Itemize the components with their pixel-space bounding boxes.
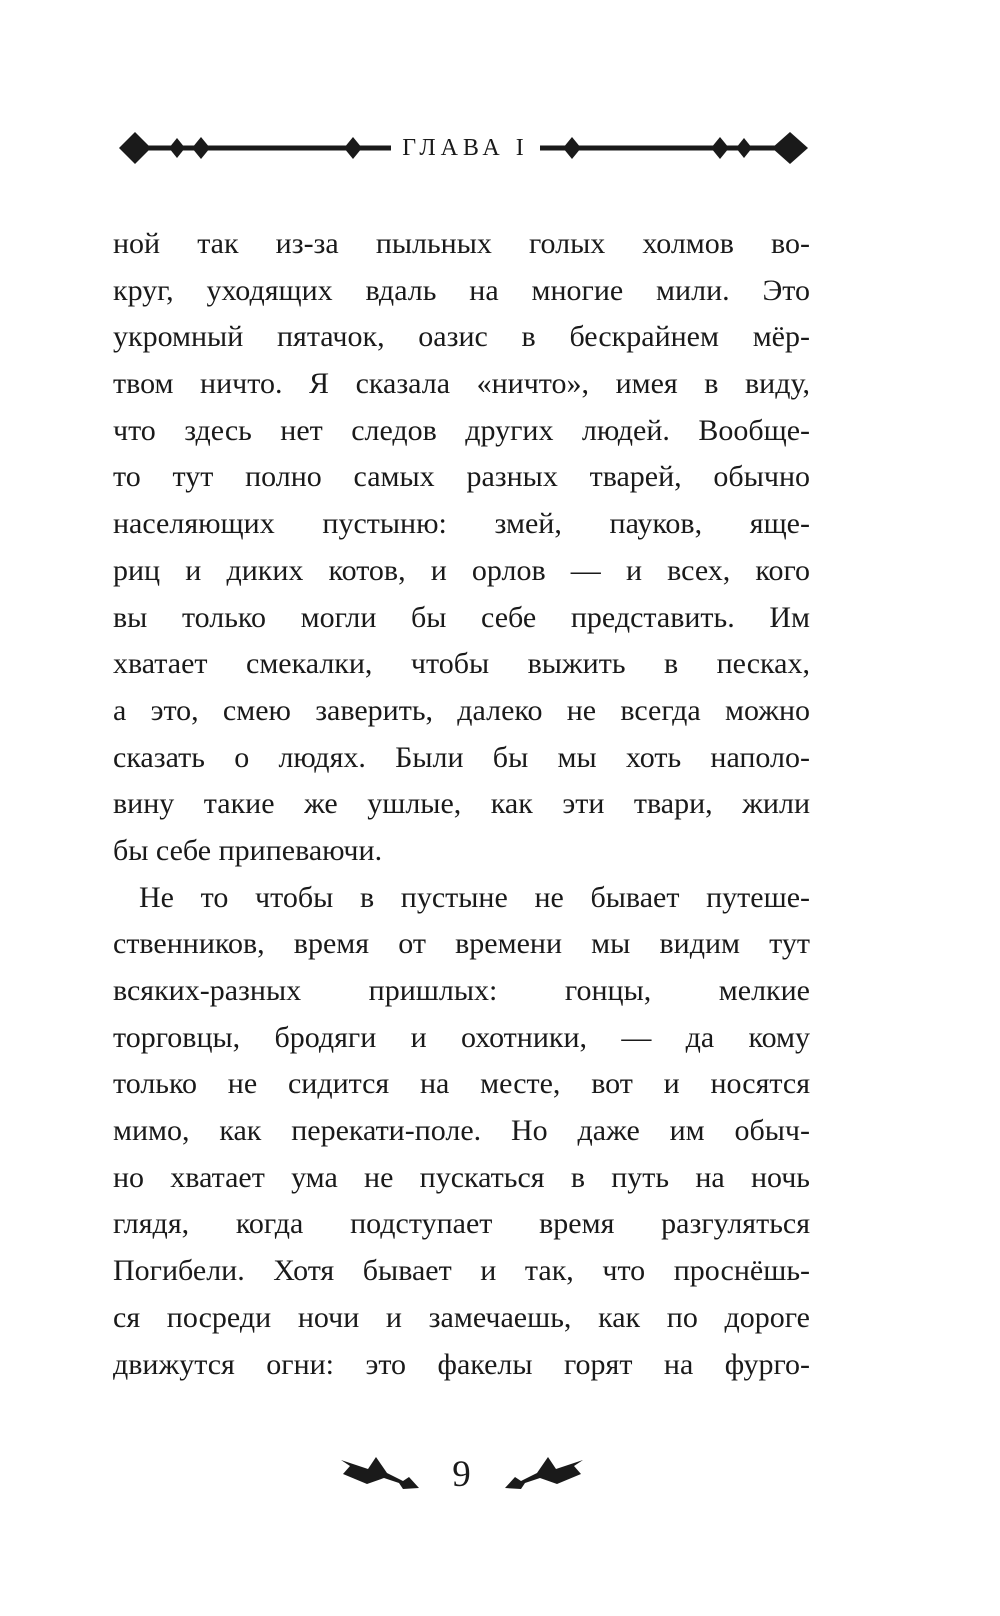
- text-line: хватает смекалки, чтобы выжить в песках,: [113, 647, 810, 681]
- text-line: всяких-разных пришлых: гонцы, мелкие: [113, 974, 810, 1007]
- chapter-title: ГЛАВА I: [402, 134, 529, 161]
- text-line: но хватает ума не пускаться в путь на ночь: [113, 1160, 810, 1194]
- text-line: движутся огни: это факелы горят на фурго-: [113, 1347, 810, 1381]
- diamond-rule-left-icon: [113, 130, 391, 166]
- page-footer: [113, 1452, 810, 1496]
- text-line: ся посреди ночи и замечаешь, как по дороге: [113, 1300, 810, 1334]
- text-line: сказать о людях. Были бы мы хоть наполо-: [113, 740, 810, 774]
- page-number: 9: [452, 1453, 471, 1495]
- diamond-rule-right-icon: [540, 130, 810, 166]
- text-line: риц и диких котов, и орлов — и всех, кого: [113, 553, 810, 587]
- text-line: а это, смею заверить, далеко не всегда можно: [113, 693, 810, 727]
- text-line: то тут полно самых разных тварей, обычно: [113, 460, 810, 494]
- text-line: только не сидится на месте, вот и носятся: [113, 1067, 810, 1101]
- text-line: ственников, время от времени мы видим тут: [113, 927, 810, 961]
- text-line: Погибели. Хотя бывает и так, что проснёшь-: [113, 1254, 810, 1288]
- text-line: укромный пятачок, оазис в бескрайнем мёр-: [113, 320, 810, 354]
- text-line: населяющих пустыню: змей, пауков, яще-: [113, 507, 810, 541]
- text-line: круг, уходящих вдаль на многие мили. Это: [113, 273, 810, 307]
- text-line: торговцы, бродяги и охотники, — да кому: [113, 1020, 810, 1054]
- text-line: бы себе припеваючи.: [113, 833, 383, 867]
- lightning-ornament-left-icon: [341, 1457, 425, 1491]
- chapter-header: [113, 126, 810, 170]
- body-text: [113, 221, 810, 1388]
- text-line: что здесь нет следов других людей. Вообще-: [113, 413, 810, 447]
- text-line: твом ничто. Я сказала «ничто», имея в виду,: [113, 367, 810, 401]
- text-line: вину такие же ушлые, как эти твари, жили: [113, 787, 810, 821]
- text-line: глядя, когда подступает время разгуляться: [113, 1207, 810, 1241]
- lightning-ornament-right-icon: [499, 1457, 583, 1491]
- text-line: ной так из-за пыльных голых холмов во-: [113, 227, 810, 260]
- text-line: Не то чтобы в пустыне не бывает путеше-: [139, 880, 810, 914]
- text-line: мимо, как перекати-поле. Но даже им обыч-: [113, 1114, 810, 1148]
- text-line: вы только могли бы себе представить. Им: [113, 600, 810, 634]
